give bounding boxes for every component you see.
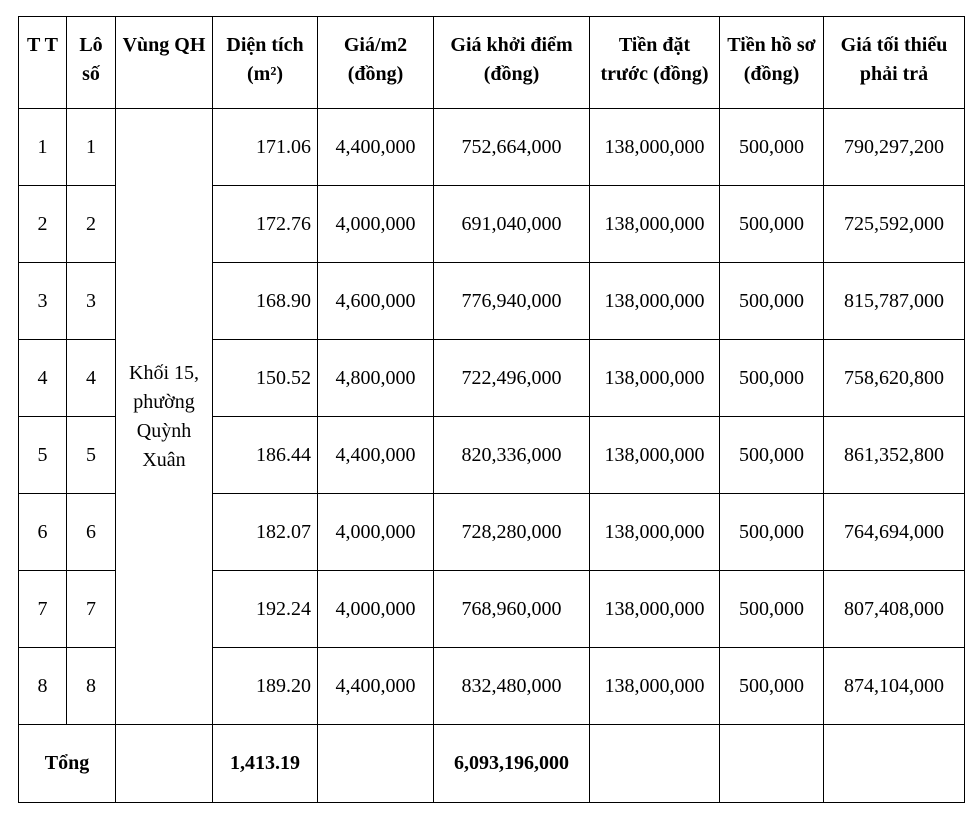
cell-price-m2: 4,600,000: [318, 263, 434, 340]
cell-price-m2: 4,400,000: [318, 648, 434, 725]
total-start-price: 6,093,196,000: [434, 725, 590, 803]
cell-min-price: 861,352,800: [824, 417, 965, 494]
cell-tt: 8: [19, 648, 67, 725]
cell-price-m2: 4,000,000: [318, 571, 434, 648]
cell-deposit: 138,000,000: [590, 571, 720, 648]
cell-min-price: 725,592,000: [824, 186, 965, 263]
total-price-m2-empty: [318, 725, 434, 803]
cell-start-price: 768,960,000: [434, 571, 590, 648]
cell-tt: 4: [19, 340, 67, 417]
cell-fee: 500,000: [720, 340, 824, 417]
cell-tt: 1: [19, 109, 67, 186]
cell-lot: 1: [67, 109, 116, 186]
cell-tt: 7: [19, 571, 67, 648]
cell-deposit: 138,000,000: [590, 494, 720, 571]
cell-tt: 6: [19, 494, 67, 571]
cell-tt: 2: [19, 186, 67, 263]
col-header-zone: Vùng QH: [116, 17, 213, 109]
cell-start-price: 820,336,000: [434, 417, 590, 494]
cell-fee: 500,000: [720, 263, 824, 340]
cell-fee: 500,000: [720, 109, 824, 186]
col-header-lot: Lô số: [67, 17, 116, 109]
cell-area: 150.52: [213, 340, 318, 417]
cell-zone: Khối 15, phường Quỳnh Xuân: [116, 109, 213, 725]
cell-tt: 3: [19, 263, 67, 340]
header-row: [19, 17, 965, 109]
cell-start-price: 832,480,000: [434, 648, 590, 725]
cell-tt: 5: [19, 417, 67, 494]
cell-fee: 500,000: [720, 648, 824, 725]
cell-start-price: 728,280,000: [434, 494, 590, 571]
cell-lot: 7: [67, 571, 116, 648]
total-label: Tổng: [19, 725, 116, 803]
cell-deposit: 138,000,000: [590, 263, 720, 340]
cell-min-price: 758,620,800: [824, 340, 965, 417]
cell-area: 186.44: [213, 417, 318, 494]
col-header-start-price: Giá khởi điểm (đồng): [434, 17, 590, 109]
cell-start-price: 722,496,000: [434, 340, 590, 417]
cell-area: 189.20: [213, 648, 318, 725]
cell-min-price: 764,694,000: [824, 494, 965, 571]
col-header-deposit: Tiền đặt trước (đồng): [590, 17, 720, 109]
col-header-area: Diện tích (m²): [213, 17, 318, 109]
cell-deposit: 138,000,000: [590, 417, 720, 494]
cell-lot: 2: [67, 186, 116, 263]
cell-start-price: 752,664,000: [434, 109, 590, 186]
cell-min-price: 790,297,200: [824, 109, 965, 186]
cell-fee: 500,000: [720, 494, 824, 571]
cell-area: 171.06: [213, 109, 318, 186]
total-fee-empty: [720, 725, 824, 803]
cell-area: 172.76: [213, 186, 318, 263]
cell-price-m2: 4,400,000: [318, 417, 434, 494]
total-min-price-empty: [824, 725, 965, 803]
cell-deposit: 138,000,000: [590, 340, 720, 417]
table-row: [19, 109, 965, 186]
cell-area: 168.90: [213, 263, 318, 340]
cell-area: 182.07: [213, 494, 318, 571]
cell-lot: 4: [67, 340, 116, 417]
cell-price-m2: 4,800,000: [318, 340, 434, 417]
cell-min-price: 815,787,000: [824, 263, 965, 340]
cell-area: 192.24: [213, 571, 318, 648]
cell-min-price: 874,104,000: [824, 648, 965, 725]
cell-start-price: 691,040,000: [434, 186, 590, 263]
total-row: [19, 725, 965, 803]
cell-fee: 500,000: [720, 417, 824, 494]
col-header-fee: Tiền hồ sơ (đồng): [720, 17, 824, 109]
cell-lot: 8: [67, 648, 116, 725]
cell-price-m2: 4,000,000: [318, 494, 434, 571]
cell-fee: 500,000: [720, 571, 824, 648]
cell-price-m2: 4,000,000: [318, 186, 434, 263]
auction-lot-table: [18, 16, 965, 803]
cell-price-m2: 4,400,000: [318, 109, 434, 186]
cell-deposit: 138,000,000: [590, 109, 720, 186]
col-header-price-m2: Giá/m2 (đồng): [318, 17, 434, 109]
cell-deposit: 138,000,000: [590, 648, 720, 725]
col-header-tt: T T: [19, 17, 67, 109]
total-deposit-empty: [590, 725, 720, 803]
cell-lot: 3: [67, 263, 116, 340]
col-header-min-price: Giá tối thiểu phải trả: [824, 17, 965, 109]
cell-min-price: 807,408,000: [824, 571, 965, 648]
total-area: 1,413.19: [213, 725, 318, 803]
cell-lot: 6: [67, 494, 116, 571]
cell-deposit: 138,000,000: [590, 186, 720, 263]
cell-fee: 500,000: [720, 186, 824, 263]
total-zone-empty: [116, 725, 213, 803]
cell-start-price: 776,940,000: [434, 263, 590, 340]
cell-lot: 5: [67, 417, 116, 494]
